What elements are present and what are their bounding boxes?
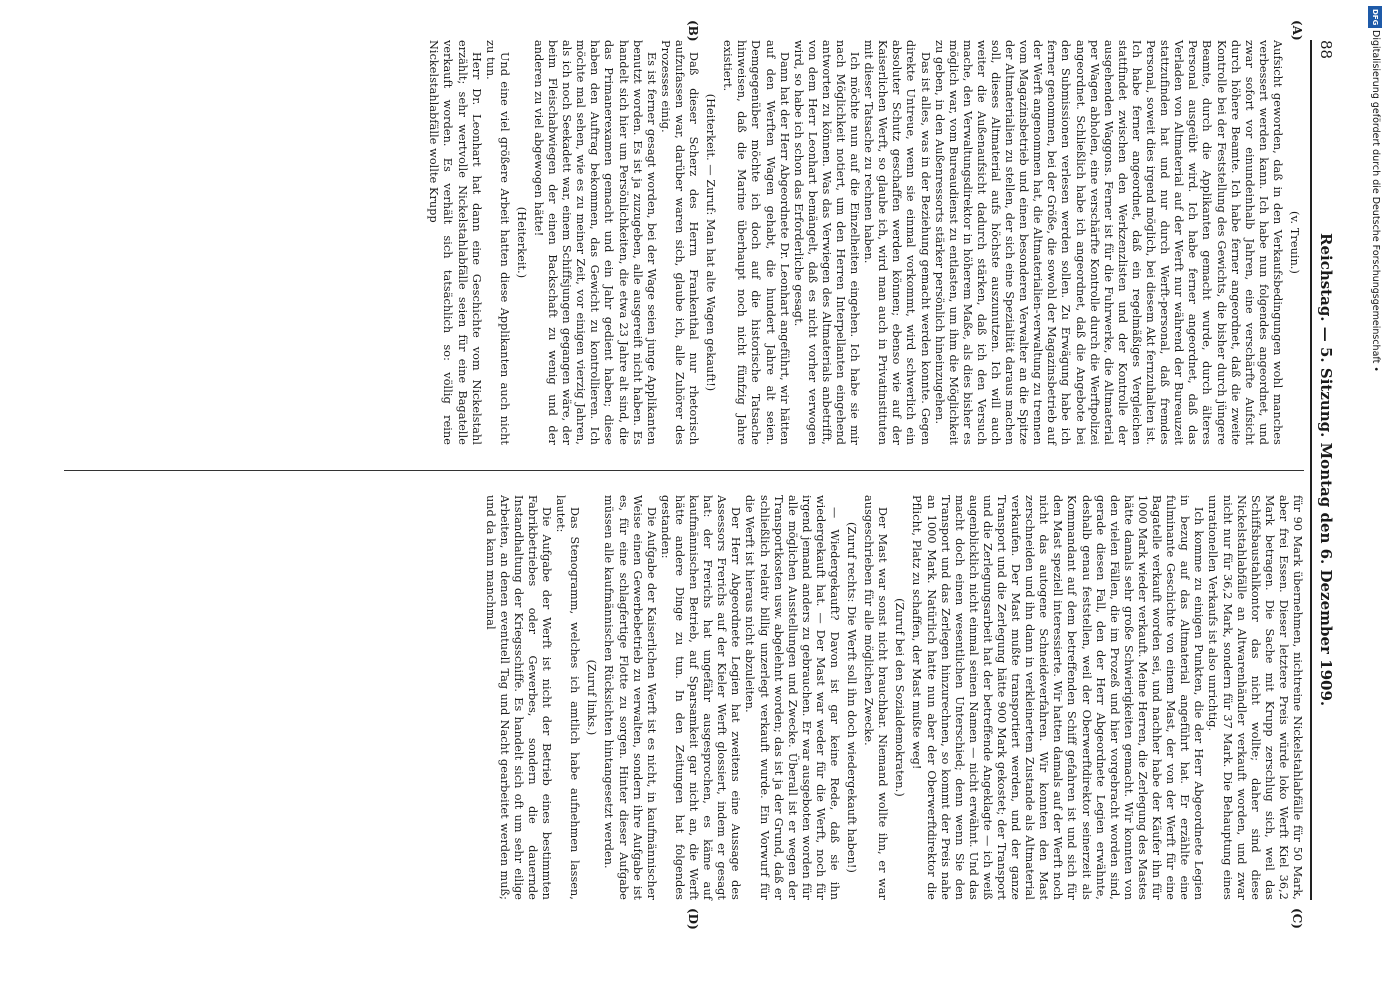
paragraph: für 90 Mark übernehmen, nichtreine Nickelstahlabfälle für 50 Mark, aber frei Essen. Dieser letztere Preis würde loko Werft Kiel 36,2 Mark betragen. Die Sache mit Krupp zerschlug sich, weil das Schiffsbaustahlkontor das nicht wollte; daher sind diese Nickelstahlabfälle an Altwarenhändler verkauft worden, und zwar nicht nur für 36,2 Mark, sondern für 37 Mark. Die Behauptung eines unrationellen Verkaufs ist also unrichtig.: [1206, 495, 1304, 900]
paragraph: Und eine viel größere Arbeit hatten diese Applikanten auch nicht zu tun.: [483, 40, 511, 445]
column-divider: [64, 470, 1304, 471]
rotated-page-content: [50, 20, 1340, 930]
page-header: [1310, 40, 1340, 900]
paragraph: Dann hat der Herr Abgeordnete Dr. Leonhart angeführt, wir hätten auf den Werften Wagen gehabt, die hundert Jahre alt seien. Demgegenüber möchte ich doch auf die historische Tatsache hinweisen, daß die Marine überhaupt noch nicht fünfzig Jahre existiert.: [721, 40, 791, 445]
dfg-logo: DFG: [1368, 6, 1382, 28]
margin-marker-b: (B): [686, 20, 700, 42]
paragraph: Ich komme zu einigen Punkten, die der Herr Abgeordnete Legien in bezug auf das Altmaterial angeführt hat. Er erzählte eine fulminante Geschichte von einem Mast, der von der Werft für eine Bagatelle verkauft worden sei, und nachher habe der Käufer ihn für 1000 Mark wieder verkauft. Meine Herren, die Zerlegung des Mastes hätte damals sehr große Schwierigkeiten gemacht. Wir konnten von den vielen Fällen, die im Prozeß und hier vorgebracht worden sind, gerade diesen Fall, den der Herr Abgeordnete Legien erwähnte, deshalb genau feststellen, weil der Oberwerftdirektor seinerzeit als Kommandant auf dem betreffenden Schiff gefahren ist und sich für den Mast speziell interessierte. Wir hatten damals auf der Werft noch nicht das autogene Schneideverfahren. Wir konnten den Mast zerschneiden und ihn dann in verkleinertem Zustande als Altmaterial verkaufen. Der Mast mußte transportiert werden, und der ganze Transport und die Zerlegung hätte 900 Mark gekostet; der Transport und die Zerlegungsarbeit hat der betreffende Angeklagte — ich weiß augenblicklich nicht einmal seinen Namen — nicht erwähnt. Und das macht doch einen wesentlichen Unterschied; denn wenn Sie den Transport und das Zerlegen hinzurechnen, so kommt der Preis nahe an 1000 Mark. Natürlich hatte nun aber der Oberwerftdirektor die Pflicht, Platz zu schaffen, der Mast mußte weg!: [910, 495, 1206, 900]
right-column: [483, 495, 1304, 900]
credit-text: Digitalisierung gefördert durch die Deutsche Forschungsgemeinschaft •: [1370, 30, 1381, 372]
page-number: 88: [1317, 40, 1335, 60]
interjection: (Zuruf bei den Sozialdemokraten.): [893, 598, 907, 797]
speaker-line: (v. Treuin.): [1288, 210, 1301, 274]
paragraph: Es ist ferner gesagt worden, bei der Wage seien junge Applikanten benutzt worden. Es ist ja zuzugeben, alle ausgereift nicht haben. Es handelt sich hier um Persönlichkeiten, die etwa 23 Jahre alt sind, die das Primanerexamen gemacht und ein Jahr gedient haben; diese haben den Auftrag bekommen, das Gewicht zu kontrollieren. Ich möchte mal sehen, wie es zu meiner Zeit, vor einigen vierzig Jahren, als ich noch Seekadett war, einem Schiffsjungen gegangen wäre, der beim Fleischabwiegen der einen Backschaft zu wenig und der anderen zu viel abgewogen hätte!: [532, 40, 658, 445]
paragraph: Das Stenogramm, welches ich amtlich habe aufnehmen lassen, lautet:: [554, 495, 582, 900]
paragraph: Aufsicht geworden, daß in den Verkaufsbedingungen wohl manches verbessert werden kann. Ich habe nun folgendes angeordnet, und zwar sofort vor einundeinhalb Jahren, eine verschärfte Aufsicht durch höhere Beamte. Ich habe ferner angeordnet, daß die zweite Kontrolle bei der Feststellung des Gewichts, die bisher durch jüngere Beamte, durch die Applikanten gemacht wurde, durch älteres Personal ausgeübt wird. Ich habe ferner angeordnet, daß das Verladen von Altmaterial auf der Werft nur während der Bureauzeit stattzufinden hat und nur durch Werft-personal, daß fremdes Personal, soweit dies irgend möglich, bei diesem Akt fernzuhalten ist. Ich habe ferner angeordnet, daß ein regelmäßiges Vergleichen stattfindet zwischen den Werkzenzlisten und der Kontrolle der ausgehenden Waggons. Ferner ist für die Fuhrwerke, die Altmaterial per Wagen abholen, eine verschärfte Kontrolle durch die Werftpolizei angeordnet. Schließlich habe ich angeordnet, daß die Angebote bei den Submissionen verlesen werden sollen. Zu Erwägung habe ich ferner genommen, bei der Größe, die sowohl der Magazinsbetrieb auf der Werft angenommen hat, die Altmaterialien-verwaltung zu trennen vom Magazinsbetrieb und einen besonderen Verwalter an die Spitze der Altmaterialien zu stellen, der sich eine Spezialität daraus machen soll, dieses Altmaterial aufs höchste auszunutzen. Ich will auch weiter die Außenaufsicht dadurch stärken, daß ich den Versuch mache, den Verwaltungsdirektor in höherem Maße, als dies bisher es möglich war, vom Bureaudienst zu entlasten, um ihm die Möglichkeit zu geben, in den Außenressorts stärker persönlich hineinzugehen.: [932, 40, 1284, 445]
paragraph: Daß dieser Scherz des Herrn Frankenthal nur rhetorisch aufzufassen war, darüber waren sich, glaube ich, alle Zuhörer des Prozesses einig.: [658, 40, 701, 445]
interjection: (Heiterkeit.): [514, 206, 528, 279]
paragraph: Das ist alles, was in der Beziehung gemacht werden konnte. Gegen direkte Untreue, wenn sie einmal vorkommt, wird schwerlich ein absoluter Schutz geschaffen werden können; ebenso wie auf der Kaiserlichen Werft, so glaube ich, wird man auch in Privatinstituten mit dieser Tatsache zu rechnen haben.: [862, 40, 932, 445]
quote: Die Aufgabe der Werft ist nicht der Betrieb eines bestimmten Fabrikbetriebes oder Gewerbes, sondern die dauernde Instandhaltung der Kriegsschiffe. Es handelt sich oft um sehr eilige Arbeiten, an denen eventuell Tag und Nacht gearbeitet werden muß; und da kann manchmal: [483, 495, 554, 900]
margin-marker-c: (C): [1290, 908, 1304, 929]
margin-marker-a: (A): [1290, 20, 1304, 41]
paragraph: Der Mast war sonst nicht brauchbar. Niemand wollte ihn, er war ausgeschrieben für alle möglichen Zwecke.: [862, 495, 890, 900]
digitization-credit: [1367, 30, 1381, 990]
quote: Die Aufgabe der Kaiserlichen Werft ist es nicht, in kaufmännischer Weise einen Gewerbebetrieb zu verwalten, sondern ihre Aufgabe ist es, für eine schlagfertige Flotte zu sorgen. Hinter dieser Aufgabe müssen alle kaufmännischen Rücksichten hintangesetzt werden.: [602, 495, 658, 900]
interjection: (Heiterkeit. — Zuruf: Man hat alte Wagen gekauft!): [704, 93, 718, 392]
paragraph: Herr Dr. Leonhart hat dann eine Geschichte vom Nickelstahl erzählt; sehr wertvolle Nickelstahlabfälle seien für eine Bagatelle verkauft worden. Es verhält sich tatsächlich so: völlig reine Nickelstahlabfälle wollte Krupp: [427, 40, 483, 445]
paragraph: Ich möchte nun auf die Einzelheiten eingehen. Ich habe sie mir nach Möglichkeit notiert, um den Herren Interpellanten eingehend antworten zu können. Was das Verwiegen des Altmaterials anbetrifft, von dem Herr Leonhart bemängelt, daß es nicht vorher verwogen wird, so habe ich schon das Erforderliche gesagt.: [791, 40, 862, 445]
page-title: Reichstag. — 5. Sitzung. Montag den 6. Dezember 1909.: [1317, 232, 1335, 707]
paragraph: — Wiedergekauft? Davon ist gar keine Rede, daß sie ihn wiedergekauft hat. — Der Mast war weder für die Werft, noch für irgend jemand anders zu gebrauchen. Er war ausgeboten worden für alle möglichen Ausstellungen und Zwecke. Überall ist er wegen der Transportkosten usw. abgelehnt worden; das ist ja der Grund, daß er schließlich relativ billig unzerlegt verkauft wurde. Ein Vorwurf für die Werft ist hieraus nicht abzuleiten.: [743, 495, 841, 900]
interjection: (Zuruf links.): [585, 659, 599, 736]
paragraph: Der Herr Abgeordnete Legien hat zweitens eine Aussage des Assessors Frerichs auf der Kieler Werft glossiert, indem er gesagt hat: der Frerichs hat ungefähr ausgesprochen, es käme auf kaufmännischen Betrieb, auf Sparsamkeit gar nicht an, die Werft hätte andere Dinge zu tun. In den Zeitungen hat folgendes gestanden:: [658, 495, 743, 900]
left-column: [426, 40, 1304, 445]
margin-marker-d: (D): [686, 908, 700, 930]
interjection: (Zuruf rechts: Die Werft soll ihn doch wiedergekauft haben!): [845, 522, 859, 873]
